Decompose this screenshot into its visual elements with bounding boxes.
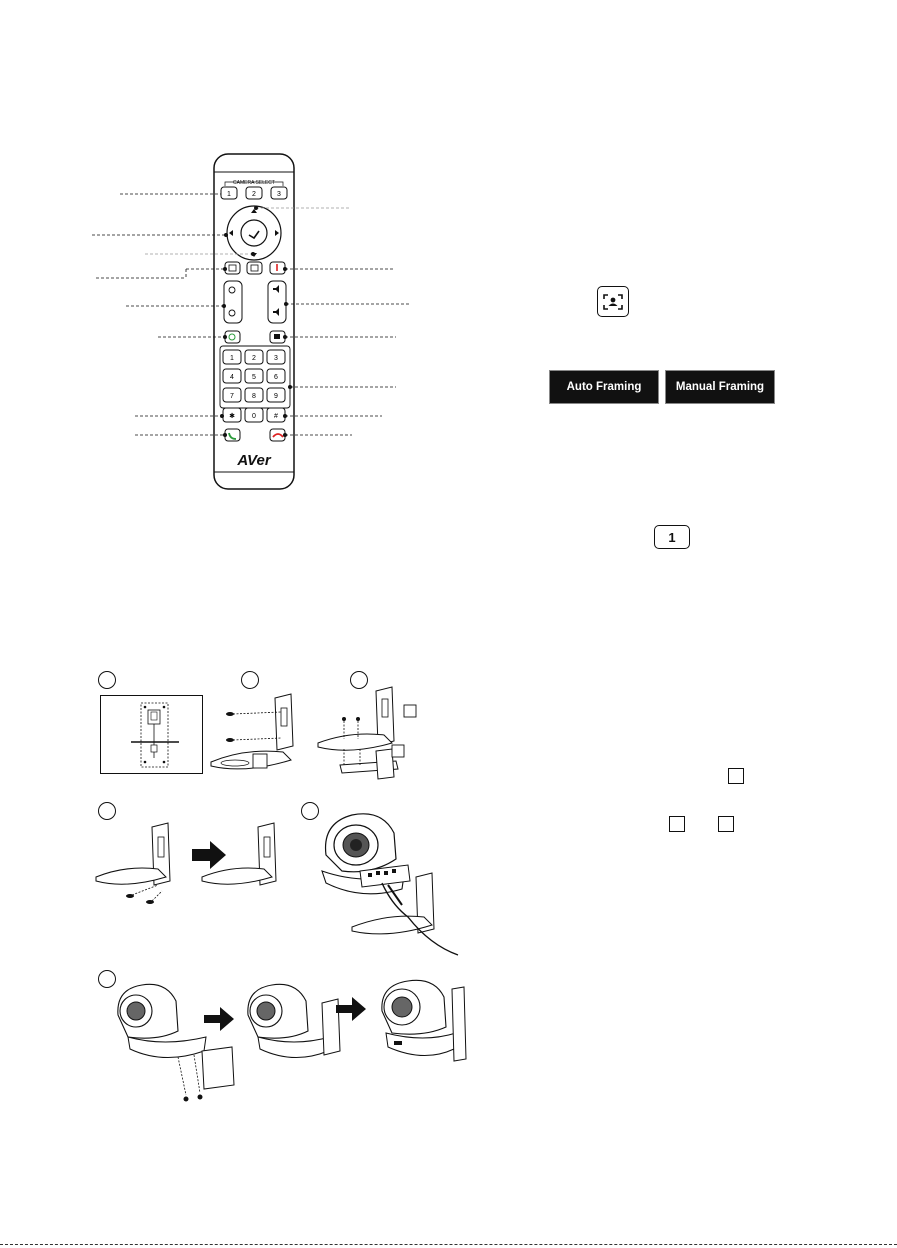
- keypad-key: [267, 350, 285, 364]
- keypad-key: [223, 350, 241, 364]
- svg-text:1: 1: [227, 191, 231, 198]
- keypad-key: [267, 369, 285, 383]
- step-5-illustration: [312, 805, 462, 965]
- svg-text:#: #: [274, 413, 278, 420]
- keypad-key: [267, 388, 285, 402]
- dpad: [227, 206, 281, 260]
- step-1-marker: [98, 671, 116, 689]
- svg-text:3: 3: [277, 191, 281, 198]
- step-6-illustration: [108, 975, 468, 1115]
- svg-text:9: 9: [274, 393, 278, 400]
- step-3-bracket-illustration: [310, 685, 425, 780]
- camera-keys: [221, 187, 287, 199]
- page-footer-rule: [0, 1244, 897, 1245]
- camera-select-label: CAMERA SELECT: [233, 180, 275, 186]
- keypad-key: [245, 408, 263, 422]
- remote-logo: AVer: [237, 452, 271, 469]
- svg-text:8: 8: [252, 393, 256, 400]
- step-2-bracket-illustration: [205, 690, 305, 775]
- svg-text:1: 1: [230, 355, 234, 362]
- step-4-illustration: [92, 815, 292, 910]
- svg-text:4: 4: [230, 374, 234, 381]
- svg-text:2: 2: [252, 191, 256, 198]
- keypad-key: [267, 408, 285, 422]
- keypad-key: [245, 388, 263, 402]
- keypad-key: [245, 369, 263, 383]
- keypad-key: [223, 408, 241, 422]
- svg-text:✱: ✱: [229, 413, 235, 420]
- keypad-key: [223, 388, 241, 402]
- auto-framing-button: Auto Framing: [550, 371, 658, 403]
- framing-icon: [597, 286, 629, 317]
- svg-text:3: 3: [274, 355, 278, 362]
- ref-box-a: [728, 768, 744, 784]
- manual-framing-button: Manual Framing: [666, 371, 774, 403]
- svg-text:5: 5: [252, 374, 256, 381]
- camera-key-sample: 1: [654, 525, 690, 549]
- svg-text:2: 2: [252, 355, 256, 362]
- ref-box-c: [718, 816, 734, 832]
- step-2-marker: [241, 671, 259, 689]
- mounting-template: [100, 695, 203, 774]
- remote-control-diagram: [90, 150, 420, 495]
- keypad-key: [223, 369, 241, 383]
- svg-text:6: 6: [274, 374, 278, 381]
- svg-text:0: 0: [252, 413, 256, 420]
- keypad-key: [245, 350, 263, 364]
- svg-text:7: 7: [230, 393, 234, 400]
- ref-box-b: [669, 816, 685, 832]
